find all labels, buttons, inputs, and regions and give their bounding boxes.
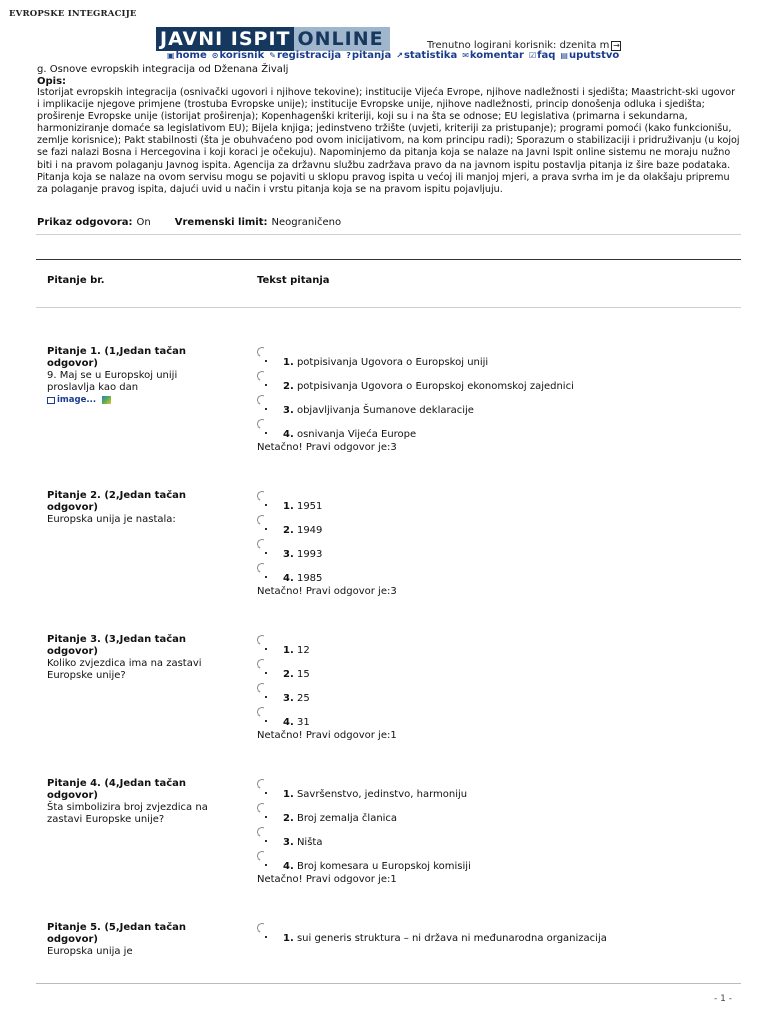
answer-feedback: Netačno! Pravi odgovor je:3 [257,442,397,453]
nav-label: uputstvo [568,50,620,61]
site-logo[interactable] [156,27,424,51]
image-icon [47,397,55,404]
nav-statistika[interactable] [396,50,457,61]
col-header-question-text: Tekst pitanja [257,275,330,286]
user-icon: ⊙ [211,51,219,60]
time-limit-label: Vremenski limit: [174,217,268,228]
question-5-text: Europska unija je [47,946,133,957]
radio-button[interactable] [256,658,269,671]
option-radio[interactable] [257,491,737,513]
question-2-label [47,490,227,526]
option-number: 1. [283,645,294,656]
option-radio[interactable] [257,563,737,585]
answers-label: Prikaz odgovora: [37,217,133,228]
radio-button[interactable] [256,418,269,431]
page-number: - 1 - [714,994,732,1004]
radio-button[interactable] [256,538,269,551]
col-header-question-no: Pitanje br. [47,275,105,286]
radio-button[interactable] [256,706,269,719]
question-5-label [47,922,227,958]
logo-part-2: ONLINE [294,27,389,51]
nav-label: korisnik [219,50,265,61]
home-icon: ▣ [167,51,175,60]
option-text: Savršenstvo, jedinstvo, harmoniju [296,789,468,800]
option-radio[interactable] [257,539,737,561]
answer-feedback: Netačno! Pravi odgovor je:1 [257,730,397,741]
page-header: EVROPSKE INTEGRACIJE [9,9,137,19]
question-3-text: Koliko zvjezdica ima na zastavi Europske unije? [47,658,202,681]
question-4-header: Pitanje 4. (4,Jedan tačan odgovor) [47,778,186,801]
radio-button[interactable] [256,850,269,863]
nav-label: home [175,50,207,61]
nav-faq[interactable] [529,50,555,61]
option-radio[interactable] [257,827,737,849]
option-number: 1. [283,789,294,800]
question-4-text: Šta simbolizira broj zvjezdica na zastavi Europske unije? [47,802,208,825]
question-3-header: Pitanje 3. (3,Jedan tačan odgovor) [47,634,186,657]
nav-label: statistika [403,50,458,61]
option-number: 3. [283,837,294,848]
pencil-icon: ✎ [269,51,276,60]
question-5-header: Pitanje 5. (5,Jedan tačan odgovor) [47,922,186,945]
option-number: 2. [283,381,294,392]
nav-pitanja[interactable] [346,50,391,61]
header-divider [36,307,741,308]
option-number: 2. [283,669,294,680]
nav-label: pitanja [351,50,392,61]
image-link-label: image... [57,395,97,405]
option-number: 2. [283,813,294,824]
question-1-label [47,346,227,406]
question-2-header: Pitanje 2. (2,Jedan tačan odgovor) [47,490,186,513]
question-1-text: 9. Maj se u Europskoj uniji proslavlja kao dan [47,370,178,393]
option-number: 3. [283,405,294,416]
option-radio[interactable] [257,419,737,441]
divider [36,234,741,235]
nav-label: faq [537,50,556,61]
image-link[interactable] [47,394,227,406]
radio-button[interactable] [256,826,269,839]
option-text: 12 [296,645,310,656]
option-radio[interactable] [257,635,737,657]
faq-icon: ☑ [528,51,537,60]
question-3-label [47,634,227,682]
nav-home[interactable] [167,50,207,61]
option-radio[interactable] [257,851,737,873]
radio-button[interactable] [256,802,269,815]
time-limit-value: Neograničeno [271,217,342,228]
question-icon: ? [346,51,351,60]
option-text: potpisivanja Ugovora o Europskoj ekonomskoj zajednici [296,381,574,392]
option-number: 1. [283,501,294,512]
option-radio[interactable] [257,371,737,393]
option-radio[interactable] [257,707,737,729]
nav-label: registracija [276,50,342,61]
option-text: 1951 [296,501,323,512]
option-number: 2. [283,525,294,536]
answers-value: On [136,217,151,228]
radio-button[interactable] [256,778,269,791]
nav-korisnik[interactable] [212,50,264,61]
option-text: Broj komesara u Europskoj komisiji [296,861,471,872]
option-text: 25 [296,693,310,704]
option-number: 4. [283,429,294,440]
radio-button[interactable] [256,922,269,935]
logged-user-text: Trenutno logirani korisnik: dzenita m [427,40,610,51]
question-1-header: Pitanje 1. (1,Jedan tačan odgovor) [47,346,186,369]
option-number: 3. [283,549,294,560]
logo-part-1: JAVNI ISPIT [156,27,294,51]
option-radio[interactable] [257,923,737,945]
option-number: 1. [283,357,294,368]
manual-icon: ▤ [560,51,568,60]
nav-uputstvo[interactable] [560,50,619,61]
question-4-label [47,778,227,826]
option-radio[interactable] [257,659,737,681]
chart-icon: ↗ [396,51,403,60]
option-radio[interactable] [257,779,737,801]
answer-feedback: Netačno! Pravi odgovor je:1 [257,874,397,885]
option-text: 1993 [296,549,323,560]
option-radio[interactable] [257,683,737,705]
nav-registracija[interactable] [269,50,341,61]
table-top-border [36,259,741,260]
radio-button[interactable] [256,346,269,359]
radio-button[interactable] [256,394,269,407]
option-text: 15 [296,669,310,680]
radio-button[interactable] [256,370,269,383]
option-number: 3. [283,693,294,704]
question-2-text: Europska unija je nastala: [47,514,176,525]
nav-komentar[interactable] [462,50,524,61]
option-text: osnivanja Vijeća Europe [296,429,417,440]
option-radio[interactable] [257,347,737,369]
description-text: Istorijat evropskih integracija (osnivački ugovori i njihove tekovine); institucije Vijeća Evrope, njihove nadležnosti i sjedišta; Maastricht-ski ugovor i implikacije njegove primjene (trostuba Evropske unije); institucije Evropske unije, njihove nadležnosti, princip donošenja odluka i sjedišta; proširenje Evropske unije (istorijat proširenja); Kopenhagenški kriteriji, koji su i na šta se odnose; EU legislativa (primarna i sekundarna, harmoniziranje domaće sa legislativom EU); Bijela knjiga; jedinstveno tržište (uvjeti, kriteriji za pristupanje); programi pomoći (kako funkcionišu, zemlje korisnice); Pakt stabilnosti (šta je obuhvaćeno pod ovom inicijativom, na kom principu radi); Sporazum o stabilizaciji i pridruživanju (u kojoj se fazi nalazi Bosna i Hercegovina i koji koraci je očekuju). Napominjemo da pitanja koja se nalaze na Javni Ispit online sistemu ne moraju nužno biti i na pravom polaganju Javnog ispita. Agencija za državnu službu zadržava pravo da na javnom ispitu postavlja pitanja iz šire baze podataka. Pitanja koja se nalaze na ovom servisu mogu se pojaviti u sklopu pravog ispita u većoj ili manjoj mjeri, a prava svrha im je da olakšaju pripremu za polaganje pravog ispita, dajući uvid u način i vrstu pitanja koja se na pravom ispitu pojavljuju. [37,87,740,195]
option-number: 4. [283,717,294,728]
main-nav [167,50,619,61]
image-thumbnail-icon [102,396,111,404]
radio-button[interactable] [256,562,269,575]
option-radio[interactable] [257,395,737,417]
option-radio[interactable] [257,803,737,825]
radio-button[interactable] [256,682,269,695]
option-number: 4. [283,861,294,872]
logout-icon[interactable]: → [613,40,620,50]
description-label: Opis: [37,76,67,87]
option-text: objavljivanja Šumanove deklaracije [296,405,474,416]
answer-feedback: Netačno! Pravi odgovor je:3 [257,586,397,597]
radio-button[interactable] [256,514,269,527]
option-text: potpisivanja Ugovora o Europskoj uniji [296,357,489,368]
option-number: 4. [283,573,294,584]
option-text: Broj zemalja članica [296,813,398,824]
option-radio[interactable] [257,515,737,537]
comment-icon: ✉ [462,51,469,60]
option-text: 31 [296,717,310,728]
option-number: 1. [283,933,294,944]
page-bottom-line [36,983,741,984]
radio-button[interactable] [256,634,269,647]
option-text: 1949 [296,525,323,536]
test-title: g. Osnove evropskih integracija od Dženana Živalj [37,64,289,75]
option-text: sui generis struktura – ni država ni međunarodna organizacija [296,933,607,944]
radio-button[interactable] [256,490,269,503]
option-text: 1985 [296,573,323,584]
test-settings [37,217,341,228]
nav-label: komentar [469,50,524,61]
option-text: Ništa [296,837,323,848]
